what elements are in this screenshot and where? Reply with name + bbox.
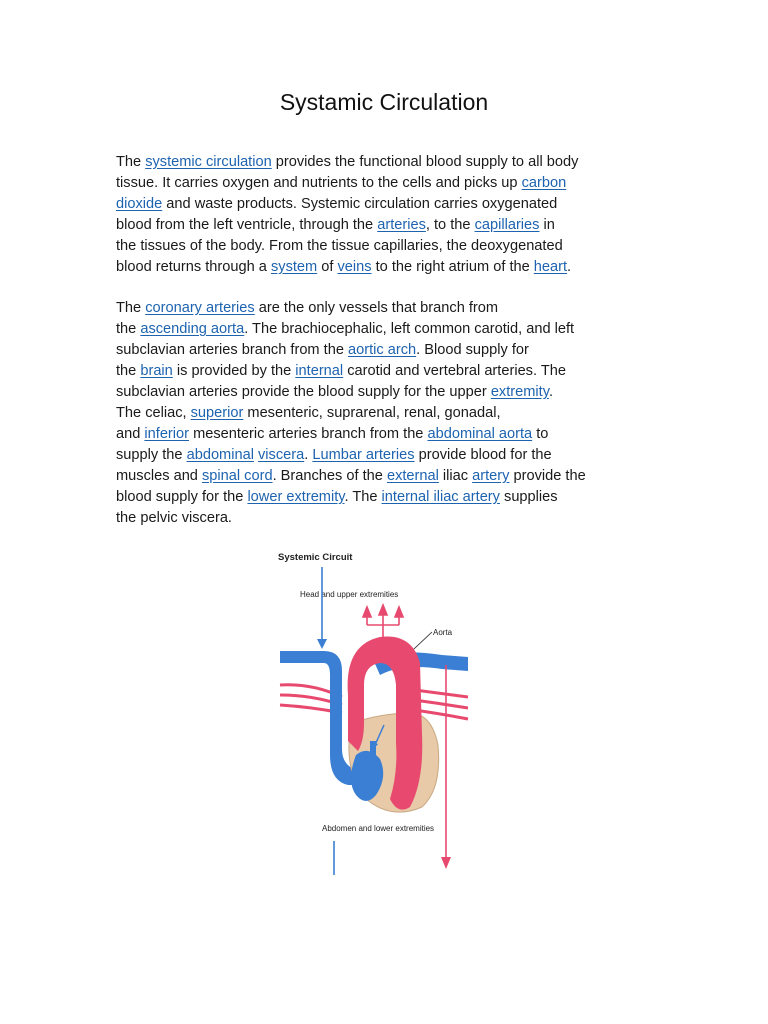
text-span: The	[116, 154, 146, 170]
text-span: of	[317, 259, 338, 275]
text-line	[116, 445, 656, 466]
text-span: to	[532, 426, 549, 442]
hyperlink-viscera[interactable]: viscera	[258, 447, 305, 463]
text-line	[116, 215, 656, 236]
hyperlink-abdominal-aorta[interactable]: abdominal aorta	[427, 426, 533, 442]
text-span: to the right atrium of the	[371, 259, 534, 275]
text-span: the	[116, 363, 141, 379]
text-span: and	[116, 426, 145, 442]
text-line	[116, 340, 656, 361]
hyperlink-superior[interactable]: superior	[190, 405, 244, 421]
text-line	[116, 236, 656, 257]
text-span: in	[539, 217, 555, 233]
text-span: mesenteric arteries branch from the	[189, 426, 428, 442]
text-line	[116, 152, 656, 173]
hyperlink-external[interactable]: external	[386, 468, 439, 484]
hyperlink-heart[interactable]: heart	[533, 259, 568, 275]
systemic-circuit-diagram	[272, 545, 472, 875]
text-span: blood returns through a	[116, 259, 271, 275]
hyperlink-coronary-arteries[interactable]: coronary arteries	[145, 300, 255, 316]
hyperlink-internal[interactable]: internal	[295, 363, 344, 379]
text-line	[116, 194, 656, 215]
label-head-upper: Head and upper extremities	[300, 590, 399, 599]
hyperlink-systemic-circulation[interactable]: systemic circulation	[145, 154, 272, 170]
text-line	[116, 508, 656, 529]
text-span: supplies	[499, 489, 558, 505]
text-span: blood supply for the	[116, 489, 248, 505]
diagram-title: Systemic Circuit	[278, 552, 353, 563]
text-span: supply the	[116, 447, 187, 463]
text-span: provide blood for the	[414, 447, 552, 463]
text-span: blood from the left ventricle, through the	[116, 217, 378, 233]
vein-arrow-top	[317, 567, 327, 649]
text-span: . The	[344, 489, 382, 505]
hyperlink-ascending-aorta[interactable]: ascending aorta	[140, 321, 245, 337]
text-span: .	[567, 259, 572, 275]
page-title: Systamic Circulation	[279, 89, 489, 115]
hyperlink-aortic-arch[interactable]: aortic arch	[348, 342, 417, 358]
hyperlink-carbon[interactable]: carbon	[521, 175, 567, 191]
text-span: . The brachiocephalic, left common carotid, and left	[244, 321, 575, 337]
text-line	[116, 319, 656, 340]
hyperlink-extremity[interactable]: extremity	[490, 384, 549, 400]
text-span: subclavian arteries branch from the	[116, 342, 348, 358]
text-line	[116, 298, 656, 319]
text-span: , to the	[425, 217, 475, 233]
text-line	[116, 487, 656, 508]
text-span: The	[116, 300, 146, 316]
text-span: subclavian arteries provide the blood supply for the upper	[116, 384, 491, 400]
text-span: .	[304, 447, 313, 463]
paragraph-coronary-arteries	[116, 298, 656, 529]
text-span: provides the functional blood supply to all body	[271, 154, 579, 170]
hyperlink-inferior[interactable]: inferior	[144, 426, 190, 442]
hyperlink-capillaries[interactable]: capillaries	[474, 217, 540, 233]
hyperlink-internal-iliac-artery[interactable]: internal iliac artery	[381, 489, 500, 505]
hyperlink-arteries[interactable]: arteries	[377, 217, 426, 233]
text-span: iliac	[438, 468, 473, 484]
label-aorta: Aorta	[433, 628, 453, 637]
text-span: the	[116, 321, 141, 337]
text-span: muscles and	[116, 468, 202, 484]
text-line	[116, 173, 656, 194]
text-span: are the only vessels that branch from	[254, 300, 499, 316]
text-span: . Blood supply for	[416, 342, 529, 358]
text-span: and waste products. Systemic circulation carries oxygenated	[162, 196, 558, 212]
text-line	[116, 403, 656, 424]
text-span: carotid and vertebral arteries. The	[343, 363, 566, 379]
text-line	[116, 424, 656, 445]
text-span: the tissues of the body. From the tissue capillaries, the deoxygenated	[116, 238, 563, 254]
text-line	[116, 257, 656, 278]
text-span: The celiac,	[116, 405, 191, 421]
hyperlink-system[interactable]: system	[270, 259, 318, 275]
paragraph-systemic-circulation	[116, 152, 656, 278]
hyperlink-artery[interactable]: artery	[472, 468, 510, 484]
text-span: the pelvic viscera.	[116, 510, 232, 526]
text-span: . Branches of the	[272, 468, 387, 484]
hyperlink-dioxide[interactable]: dioxide	[116, 196, 163, 212]
hyperlink-lower-extremity[interactable]: lower extremity	[247, 489, 345, 505]
hyperlink-abdominal[interactable]: abdominal	[186, 447, 254, 463]
hyperlink-brain[interactable]: brain	[140, 363, 173, 379]
text-span: provide the	[509, 468, 586, 484]
text-span: .	[548, 384, 553, 400]
hyperlink-veins[interactable]: veins	[337, 259, 372, 275]
text-line	[116, 382, 656, 403]
text-span: is provided by the	[172, 363, 296, 379]
text-line	[116, 361, 656, 382]
text-span: mesenteric, suprarenal, renal, gonadal,	[243, 405, 501, 421]
label-abdomen-lower: Abdomen and lower extremities	[322, 824, 435, 833]
text-line	[116, 466, 656, 487]
text-span: tissue. It carries oxygen and nutrients to the cells and picks up	[116, 175, 522, 191]
systemic-circuit-svg	[272, 545, 472, 875]
hyperlink-spinal-cord[interactable]: spinal cord	[201, 468, 273, 484]
hyperlink-lumbar-arteries[interactable]: Lumbar arteries	[312, 447, 415, 463]
